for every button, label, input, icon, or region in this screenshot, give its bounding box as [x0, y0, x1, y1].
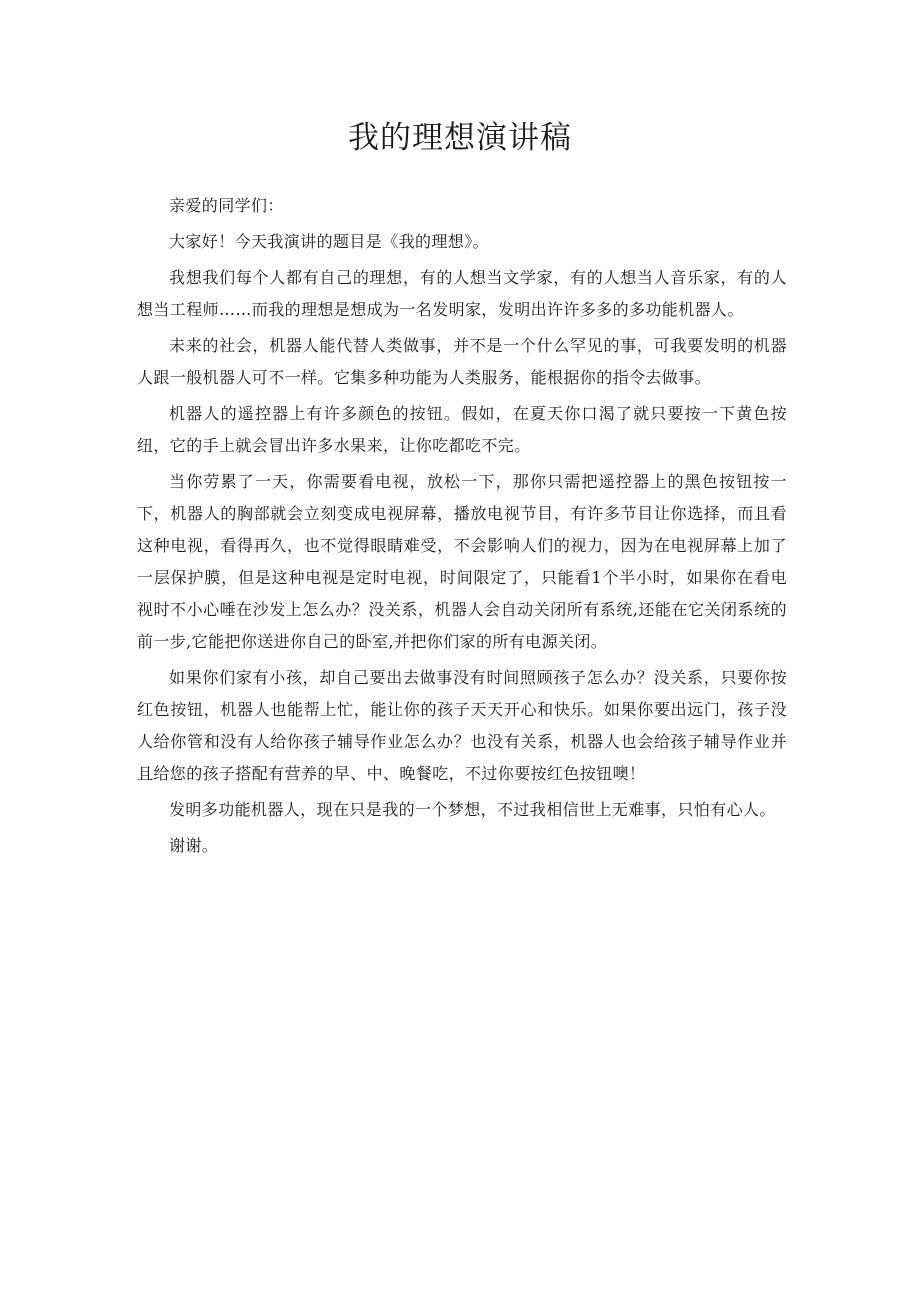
paragraph-greeting: 大家好！今天我演讲的题目是《我的理想》。	[169, 232, 490, 251]
paragraph-salutation: 亲爱的同学们：	[169, 196, 284, 215]
paragraph-thanks: 谢谢。	[169, 836, 219, 855]
paragraph-television: 当你劳累了一天，你需要看电视，放松一下，那你只需把遥控器上的黑色按钮按一下，机器人的胸部就会立刻变成电视屏幕，播放电视节目，有许多节目让你选择，而且看这种电视，看得再久，也不觉得眼睛难受，不会影响人们的视力，因为在电视屏幕上加了一层保护膜，但是这种电视是定时电视，时间限定了，只能看1个半小时，如果你在看电视时不小心唾在沙发上怎么办？没关系，机器人会自动关闭所有系统,还能在它关闭系统的前一步,它能把你送进你自己的卧室,并把你们家的所有电源关闭。	[137, 472, 787, 651]
paragraph-dream: 发明多功能机器人，现在只是我的一个梦想，不过我相信世上无难事，只怕有心人。	[169, 800, 776, 819]
paragraph-ideal: 我想我们每个人都有自己的理想，有的人想当文学家，有的人想当人音乐家，有的人想当工程师……而我的理想是想成为一名发明家，发明出许许多多的多功能机器人。	[137, 268, 787, 319]
paragraph-remote-control: 机器人的遥控器上有许多颜色的按钮。假如，在夏天你口渴了就只要按一下黄色按纽，它的手上就会冒出许多水果来，让你吃都吃不完。	[137, 404, 787, 455]
document-body	[137, 190, 787, 866]
paragraph-childcare: 如果你们家有小孩，却自己要出去做事没有时间照顾孩子怎么办？没关系，只要你按红色按钮，机器人也能帮上忙，能让你的孩子天天开心和快乐。如果你要出远门，孩子没人给你管和没有人给你孩子辅导作业怎么办？也没有关系，机器人也会给孩子辅导作业并且给您的孩子搭配有营养的早、中、晚餐吃，不过你要按红色按钮噢！	[137, 668, 787, 783]
paragraph-future-society: 未来的社会，机器人能代替人类做事，并不是一个什么罕见的事，可我要发明的机器人跟一般机器人可不一样。它集多种功能为人类服务，能根据你的指令去做事。	[137, 336, 787, 387]
document-title: 我的理想演讲稿	[348, 120, 572, 156]
